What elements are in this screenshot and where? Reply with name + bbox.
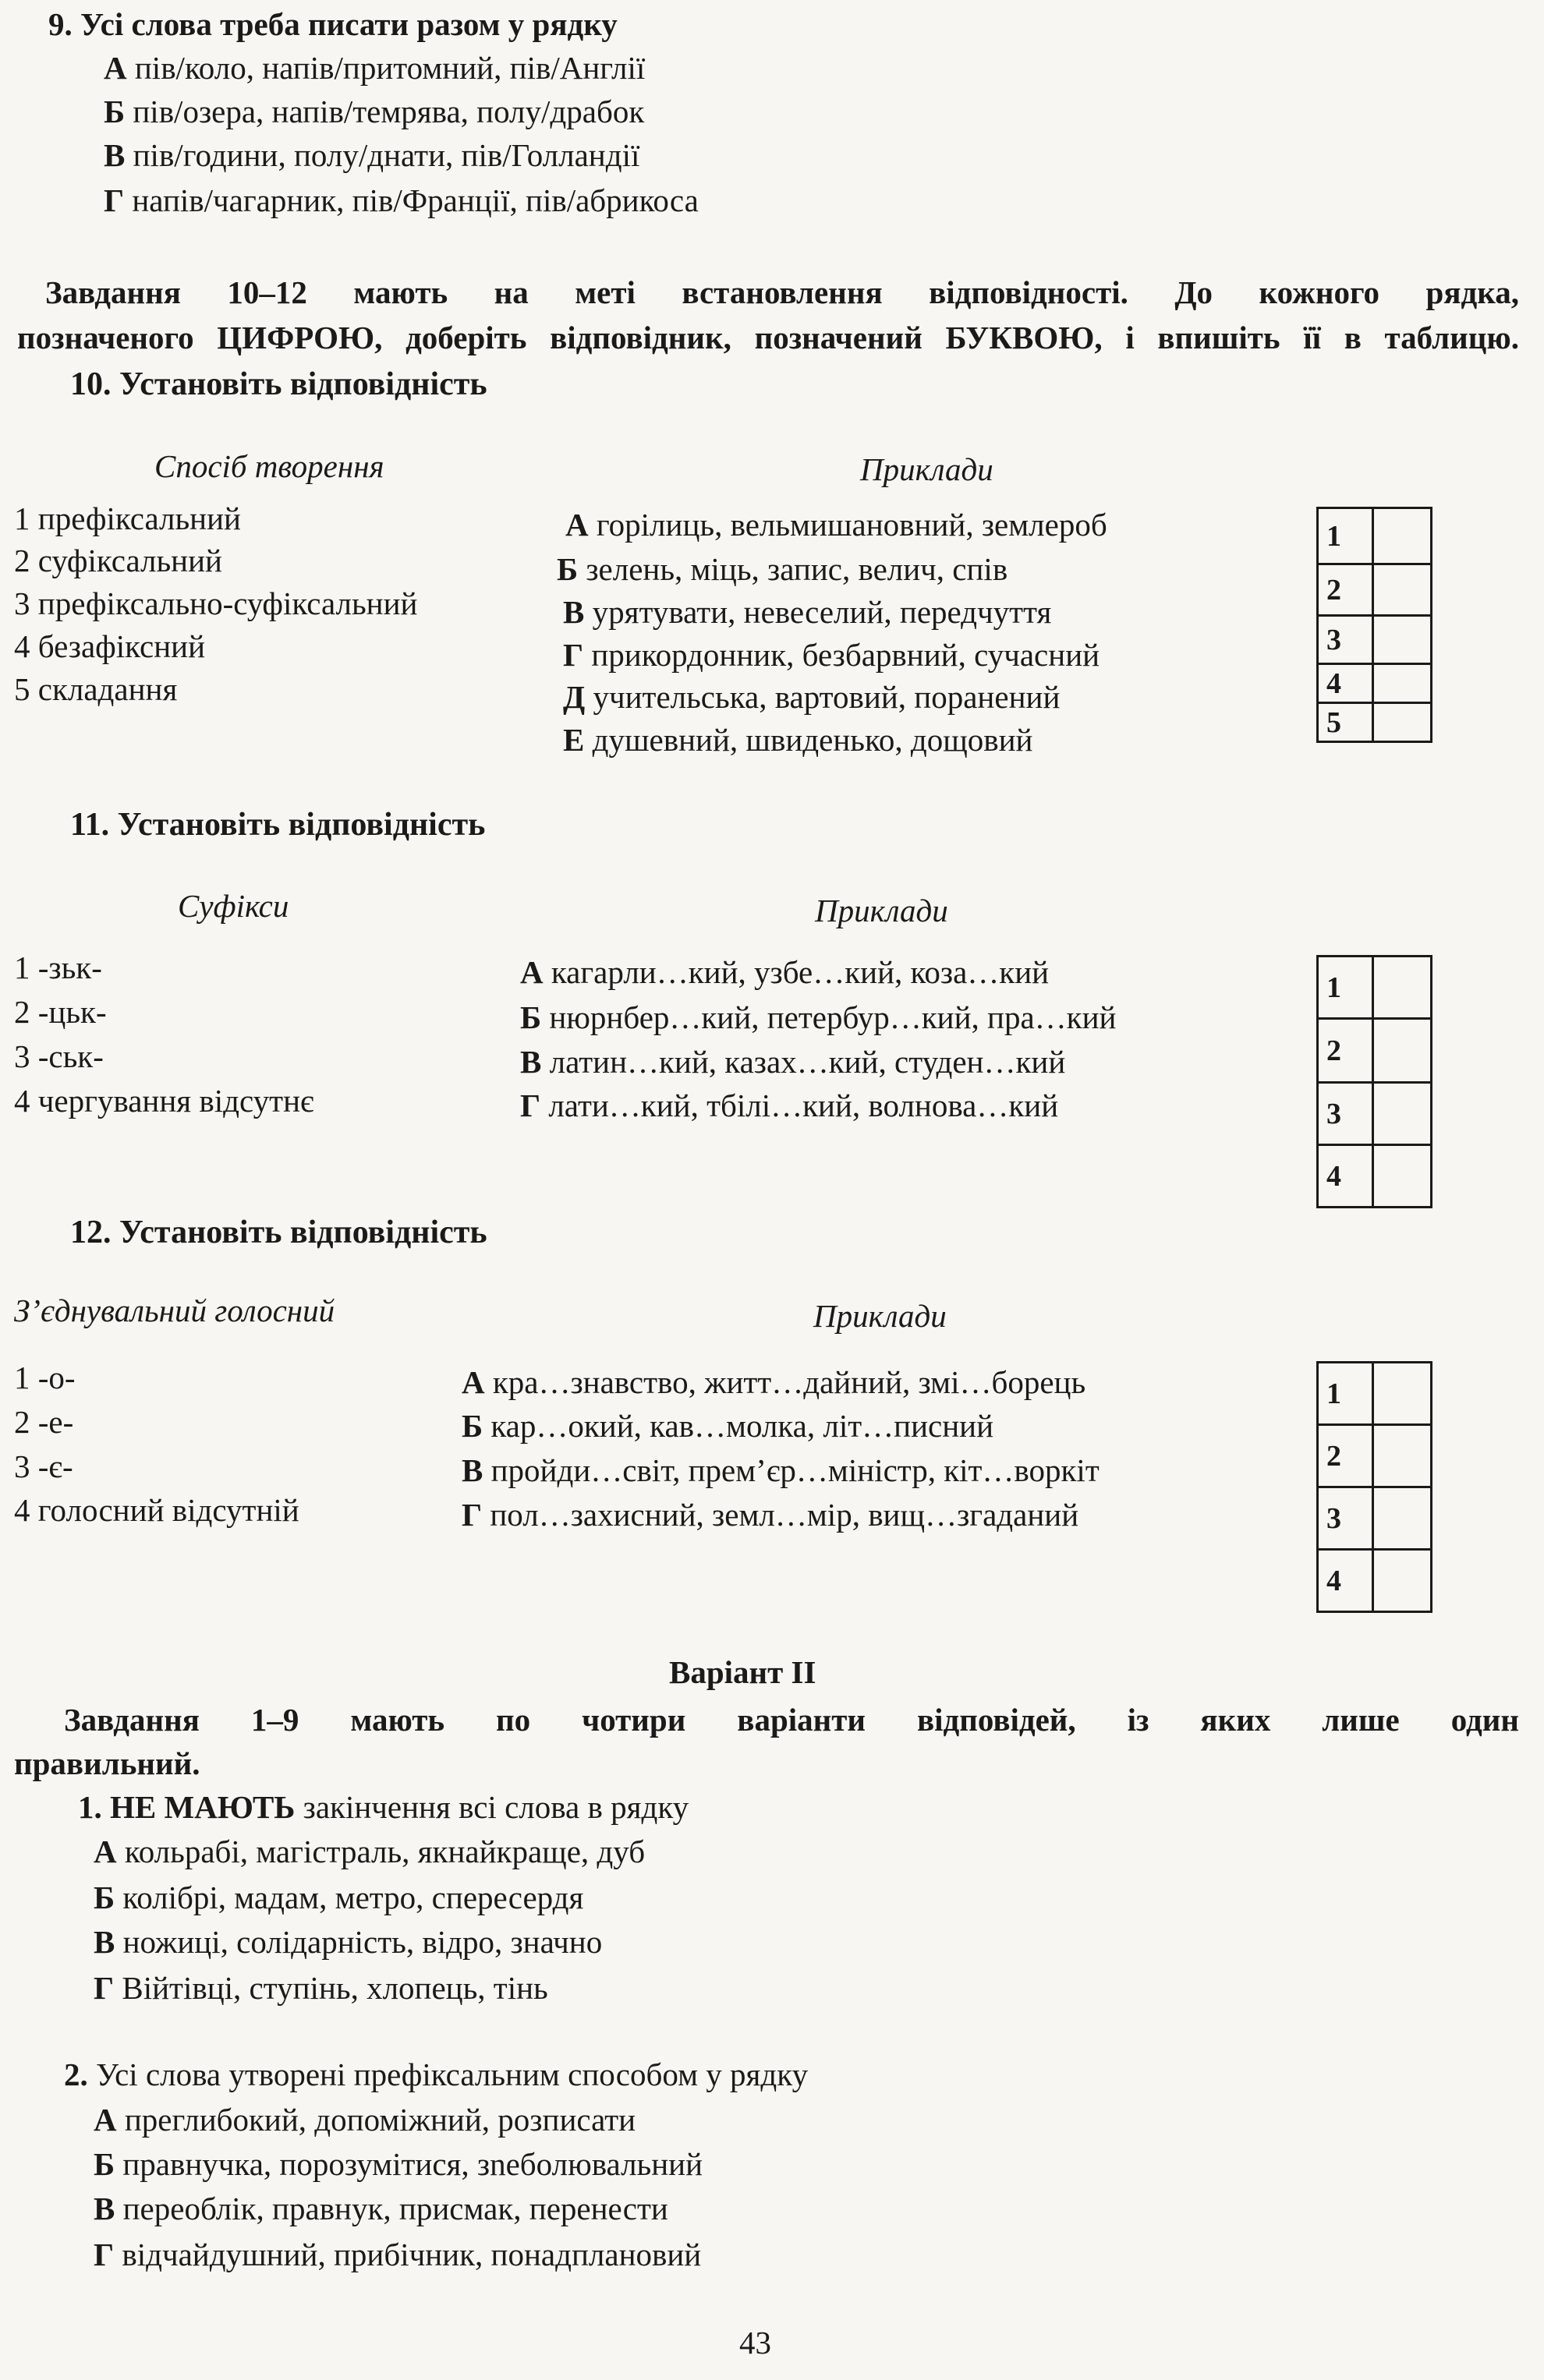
v2q1-option-a: А кольрабі, магістраль, якнайкраще, дуб: [94, 1834, 646, 1869]
answer-cell[interactable]: [1373, 1550, 1432, 1612]
page-number: 43: [739, 2325, 771, 2361]
answer-row-number: 4: [1318, 1145, 1373, 1208]
answer-row-number: 2: [1318, 1425, 1373, 1487]
v2q2-option-a: А преглибокий, допоміжний, розписати: [94, 2102, 636, 2138]
q12-right-item: Б кар…окий, кав…молка, літ…писний: [462, 1408, 994, 1444]
q11-title: 11. Установіть відповідність: [70, 807, 486, 843]
q9-option-d: Г напів/чагарник, пів/Франції, пів/абрикоса: [104, 182, 699, 218]
instruction-line-1: Завдання 10–12 мають на меті встановлення відповідності. До кожного рядка,: [45, 274, 1519, 310]
q12-right-item: А кра…знавство, житт…дайний, змі…борець: [462, 1364, 1086, 1400]
q10-left-item: 5 складання: [14, 671, 178, 707]
q11-right-item: А кагарли…кий, узбе…кий, коза…кий: [520, 954, 1050, 990]
q12-right-item: В пройди…світ, прем’єр…міністр, кіт…воркіт: [462, 1452, 1100, 1488]
q10-left-header: Спосіб творення: [154, 448, 384, 484]
q12-answer-table: [1316, 1361, 1432, 1613]
answer-row-number: 2: [1318, 564, 1373, 616]
answer-row-number: 4: [1318, 664, 1373, 703]
q11-answer-table: [1316, 955, 1432, 1208]
q9-option-a: А пів/коло, напів/притомний, пів/Англії: [104, 50, 646, 86]
v2q1-option-b: Б колібрі, мадам, метро, спересердя: [94, 1880, 584, 1915]
q9-title: 9. Усі слова треба писати разом у рядку: [48, 6, 618, 42]
variant-instruction-line-2: правильний.: [14, 1745, 200, 1781]
answer-row-number: 4: [1318, 1550, 1373, 1612]
answer-cell[interactable]: [1373, 1019, 1432, 1083]
q11-left-item: 1 -зьк-: [14, 950, 102, 985]
q12-left-header: З’єднувальний голосний: [14, 1293, 335, 1328]
answer-cell[interactable]: [1373, 703, 1432, 742]
q12-left-item: 3 -є-: [14, 1448, 73, 1484]
answer-row-number: 3: [1318, 616, 1373, 664]
q10-right-item: А горілиць, вельмишановний, землероб: [565, 507, 1107, 543]
q10-left-item: 2 суфіксальний: [14, 543, 222, 578]
answer-row-number: 1: [1318, 1363, 1373, 1425]
q10-left-item: 3 префіксально-суфіксальний: [14, 585, 418, 621]
v2q1-option-d: Г Війтівці, ступінь, хлопець, тінь: [94, 1970, 548, 2006]
q10-left-item: 1 префіксальний: [14, 500, 241, 536]
answer-row-number: 5: [1318, 703, 1373, 742]
v2q1-title: 1. НЕ МАЮТЬ закінчення всі слова в рядку: [78, 1789, 689, 1825]
q10-title: 10. Установіть відповідність: [70, 366, 487, 402]
answer-cell[interactable]: [1373, 1083, 1432, 1145]
q10-right-header: Приклади: [860, 451, 993, 487]
answer-row-number: 3: [1318, 1083, 1373, 1145]
v2q2-option-c: В переоблік, правнук, присмак, перенести: [94, 2191, 668, 2226]
q12-left-item: 2 -е-: [14, 1404, 74, 1440]
q12-left-item: 4 голосний відсутній: [14, 1492, 299, 1528]
answer-cell[interactable]: [1373, 616, 1432, 664]
instruction-line-2: позначеного ЦИФРОЮ, доберіть відповідник, позначений БУКВОЮ, і впишіть її в таблицю.: [17, 320, 1519, 355]
v2q2-option-d: Г відчайдушний, прибічник, понадплановий: [94, 2237, 702, 2272]
answer-cell[interactable]: [1373, 564, 1432, 616]
q9-option-b: Б пів/озера, напів/темрява, полу/драбок: [104, 94, 645, 129]
answer-cell[interactable]: [1373, 957, 1432, 1019]
answer-cell[interactable]: [1373, 508, 1432, 564]
q10-right-item: Е душевний, швиденько, дощовий: [563, 722, 1033, 758]
q11-left-item: 3 -ськ-: [14, 1038, 104, 1074]
q12-right-header: Приклади: [813, 1298, 947, 1334]
answer-cell[interactable]: [1373, 1363, 1432, 1425]
q11-right-item: В латин…кий, казах…кий, студен…кий: [520, 1044, 1066, 1080]
answer-cell[interactable]: [1373, 664, 1432, 703]
q10-right-item: Г прикордонник, безбарвний, сучасний: [563, 637, 1100, 673]
q11-right-header: Приклади: [815, 893, 948, 928]
q11-left-header: Суфікси: [178, 888, 289, 924]
variant-title: Варіант ІІ: [669, 1654, 816, 1690]
q10-right-item: Д учительська, вартовий, поранений: [563, 679, 1061, 715]
q11-left-item: 4 чергування відсутнє: [14, 1083, 314, 1119]
q11-right-item: Г лати…кий, тбілі…кий, волнова…кий: [520, 1087, 1059, 1123]
answer-cell[interactable]: [1373, 1425, 1432, 1487]
q11-right-item: Б нюрнбер…кий, петербур…кий, пра…кий: [520, 999, 1117, 1035]
answer-cell[interactable]: [1373, 1145, 1432, 1208]
answer-row-number: 1: [1318, 957, 1373, 1019]
answer-row-number: 2: [1318, 1019, 1373, 1083]
answer-row-number: 1: [1318, 508, 1373, 564]
q12-left-item: 1 -о-: [14, 1360, 76, 1395]
v2q1-option-c: В ножиці, солідарність, відро, значно: [94, 1924, 603, 1960]
q10-left-item: 4 безафіксний: [14, 628, 206, 664]
q9-option-c: В пів/години, полу/днати, пів/Голландії: [104, 137, 640, 173]
q10-answer-table: [1316, 507, 1432, 743]
q10-right-item: Б зелень, міць, запис, велич, спів: [557, 551, 1008, 587]
v2q2-option-b: Б правнучка, порозумітися, зneболювальний: [94, 2146, 703, 2182]
answer-cell[interactable]: [1373, 1487, 1432, 1550]
q10-right-item: В урятувати, невеселий, передчуття: [563, 594, 1052, 630]
q12-title: 12. Установіть відповідність: [70, 1215, 487, 1250]
q11-left-item: 2 -цьк-: [14, 994, 107, 1030]
variant-instruction-line-1: Завдання 1–9 мають по чотири варіанти відповідей, із яких лише один: [64, 1702, 1519, 1738]
v2q2-title: 2. Усі слова утворені префіксальним способом у рядку: [64, 2056, 809, 2092]
answer-row-number: 3: [1318, 1487, 1373, 1550]
q12-right-item: Г пол…захисний, земл…мір, вищ…згаданий: [462, 1497, 1079, 1533]
